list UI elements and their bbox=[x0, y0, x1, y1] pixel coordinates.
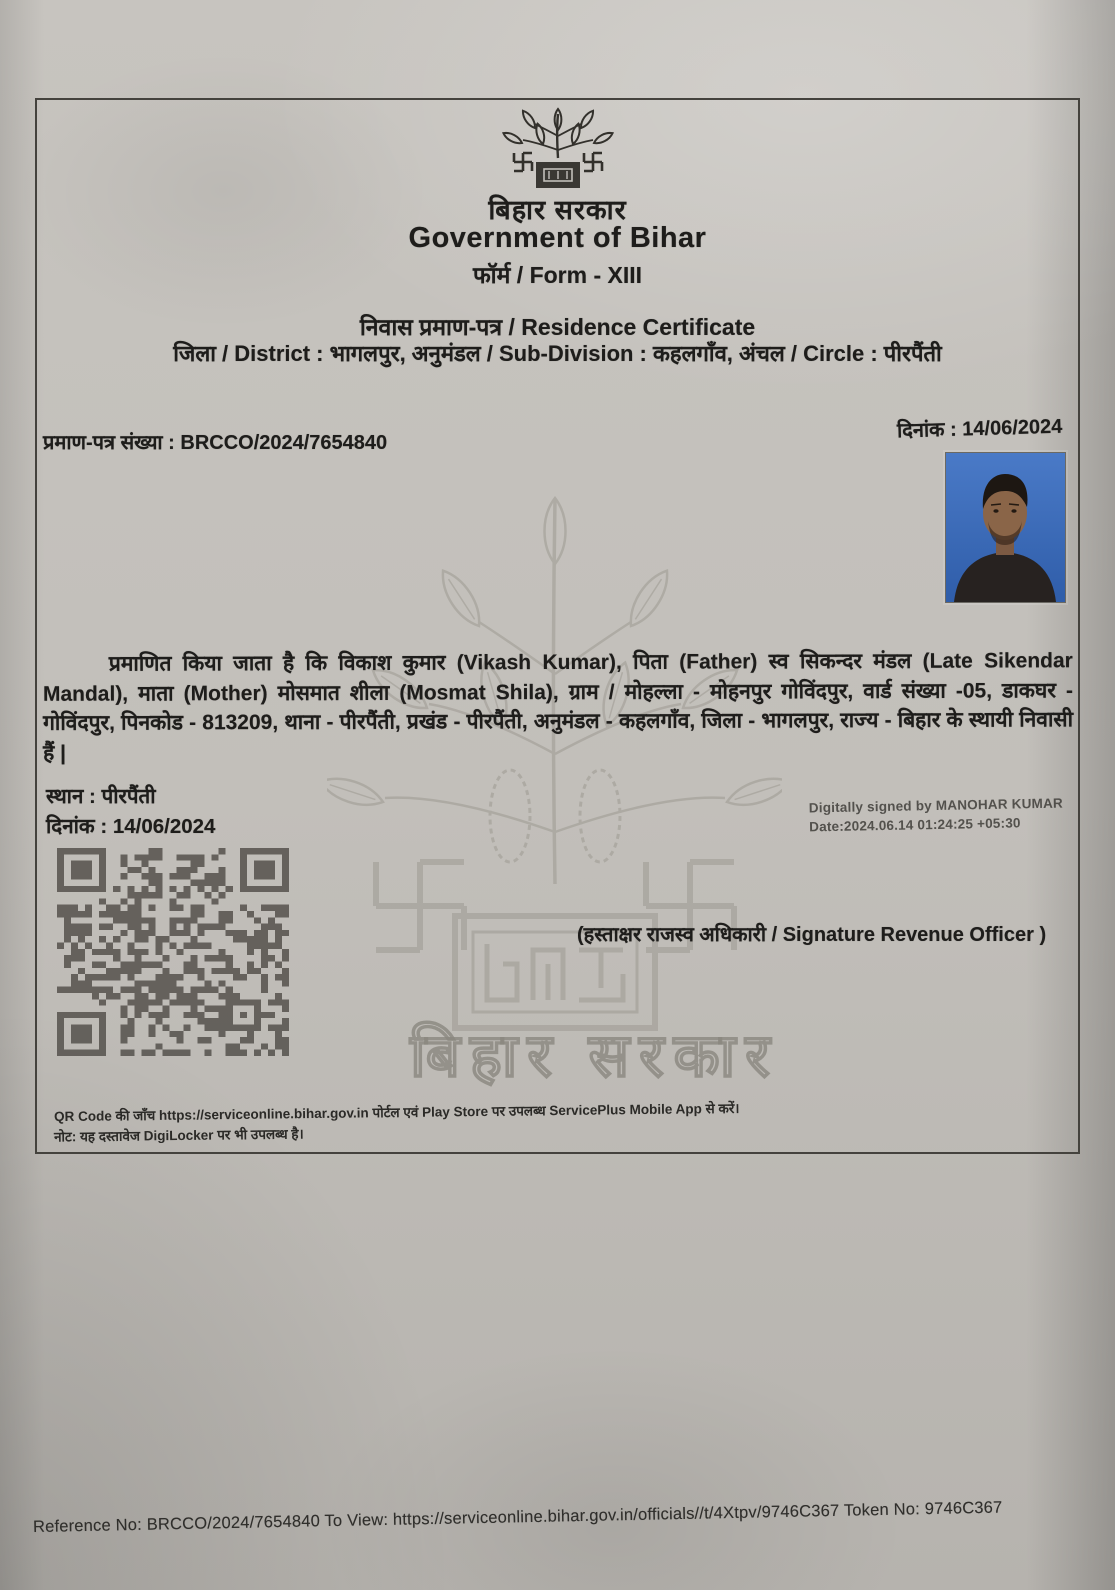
form-number-line: फॉर्म / Form - XIII bbox=[472, 262, 643, 288]
certificate-title: निवास प्रमाण-पत्र / Residence Certificate bbox=[359, 314, 756, 340]
certificate-body-text: प्रमाणित किया जाता है कि विकाश कुमार (Vikash Kumar), पिता (Father) स्व सिकन्दर मंडल (Late Sikendar Mandal), माता (Mother) मोसमात शीला (Mosmat Shila), ग्राम / मोहल्ला - मोहनपुर गोविंदपुर, वार्ड संख्या -05, डाकघर - गोविंदपुर, पिनकोड - 813209, थाना - पीरपैंती, प्रखंड - पीरपैंती, अनुमंडल - कहलगाँव, जिला - भागलपुर, राज्य - बिहार के स्थायी निवासी हैं | bbox=[42, 649, 1074, 765]
footer-reference-line: Reference No: BRCCO/2024/7654840 To View: https://serviceonline.bihar.gov.in/officials//t/4Xtpv/9746C367 Token No: 9746C367 bbox=[32, 1498, 1003, 1536]
govt-title-hindi: बिहार सरकार bbox=[488, 195, 627, 225]
digital-signature-line2: Date:2024.06.14 01:24:25 +05:30 bbox=[809, 815, 1021, 835]
signature-revenue-officer-line: (हस्ताक्षर राजस्व अधिकारी / Signature Revenue Officer ) bbox=[577, 924, 1047, 946]
qr-code bbox=[57, 848, 289, 1056]
certificate-border-box bbox=[35, 98, 1080, 1154]
district-subdivision-circle-line: जिला / District : भागलपुर, अनुमंडल / Sub-Division : कहलगाँव, अंचल / Circle : पीरपैंती bbox=[173, 341, 942, 366]
place-line: स्थान : पीरपैंती bbox=[46, 785, 156, 808]
govt-title-english: Government of Bihar bbox=[408, 222, 707, 254]
digilocker-note: नोट: यह दस्तावेज DigiLocker पर भी उपलब्ध है। bbox=[53, 1126, 304, 1145]
qr-verification-note: QR Code की जाँच https://serviceonline.bihar.gov.in पोर्टल एवं Play Store पर उपलब्ध ServicePlus Mobile App से करें। bbox=[53, 1100, 740, 1125]
digital-signature-line1: Digitally signed by MANOHAR KUMAR bbox=[808, 795, 1064, 816]
digital-signature-block bbox=[809, 794, 1064, 837]
watermark-text: बिहार सरकार bbox=[410, 1022, 780, 1089]
certificate-number: प्रमाण-पत्र संख्या : BRCCO/2024/7654840 bbox=[43, 432, 388, 454]
applicant-photo bbox=[945, 452, 1066, 603]
issue-date-line: दिनांक : 14/06/2024 bbox=[46, 815, 216, 838]
certificate-date: दिनांक : 14/06/2024 bbox=[896, 415, 1063, 443]
bihar-emblem-icon bbox=[483, 106, 633, 192]
